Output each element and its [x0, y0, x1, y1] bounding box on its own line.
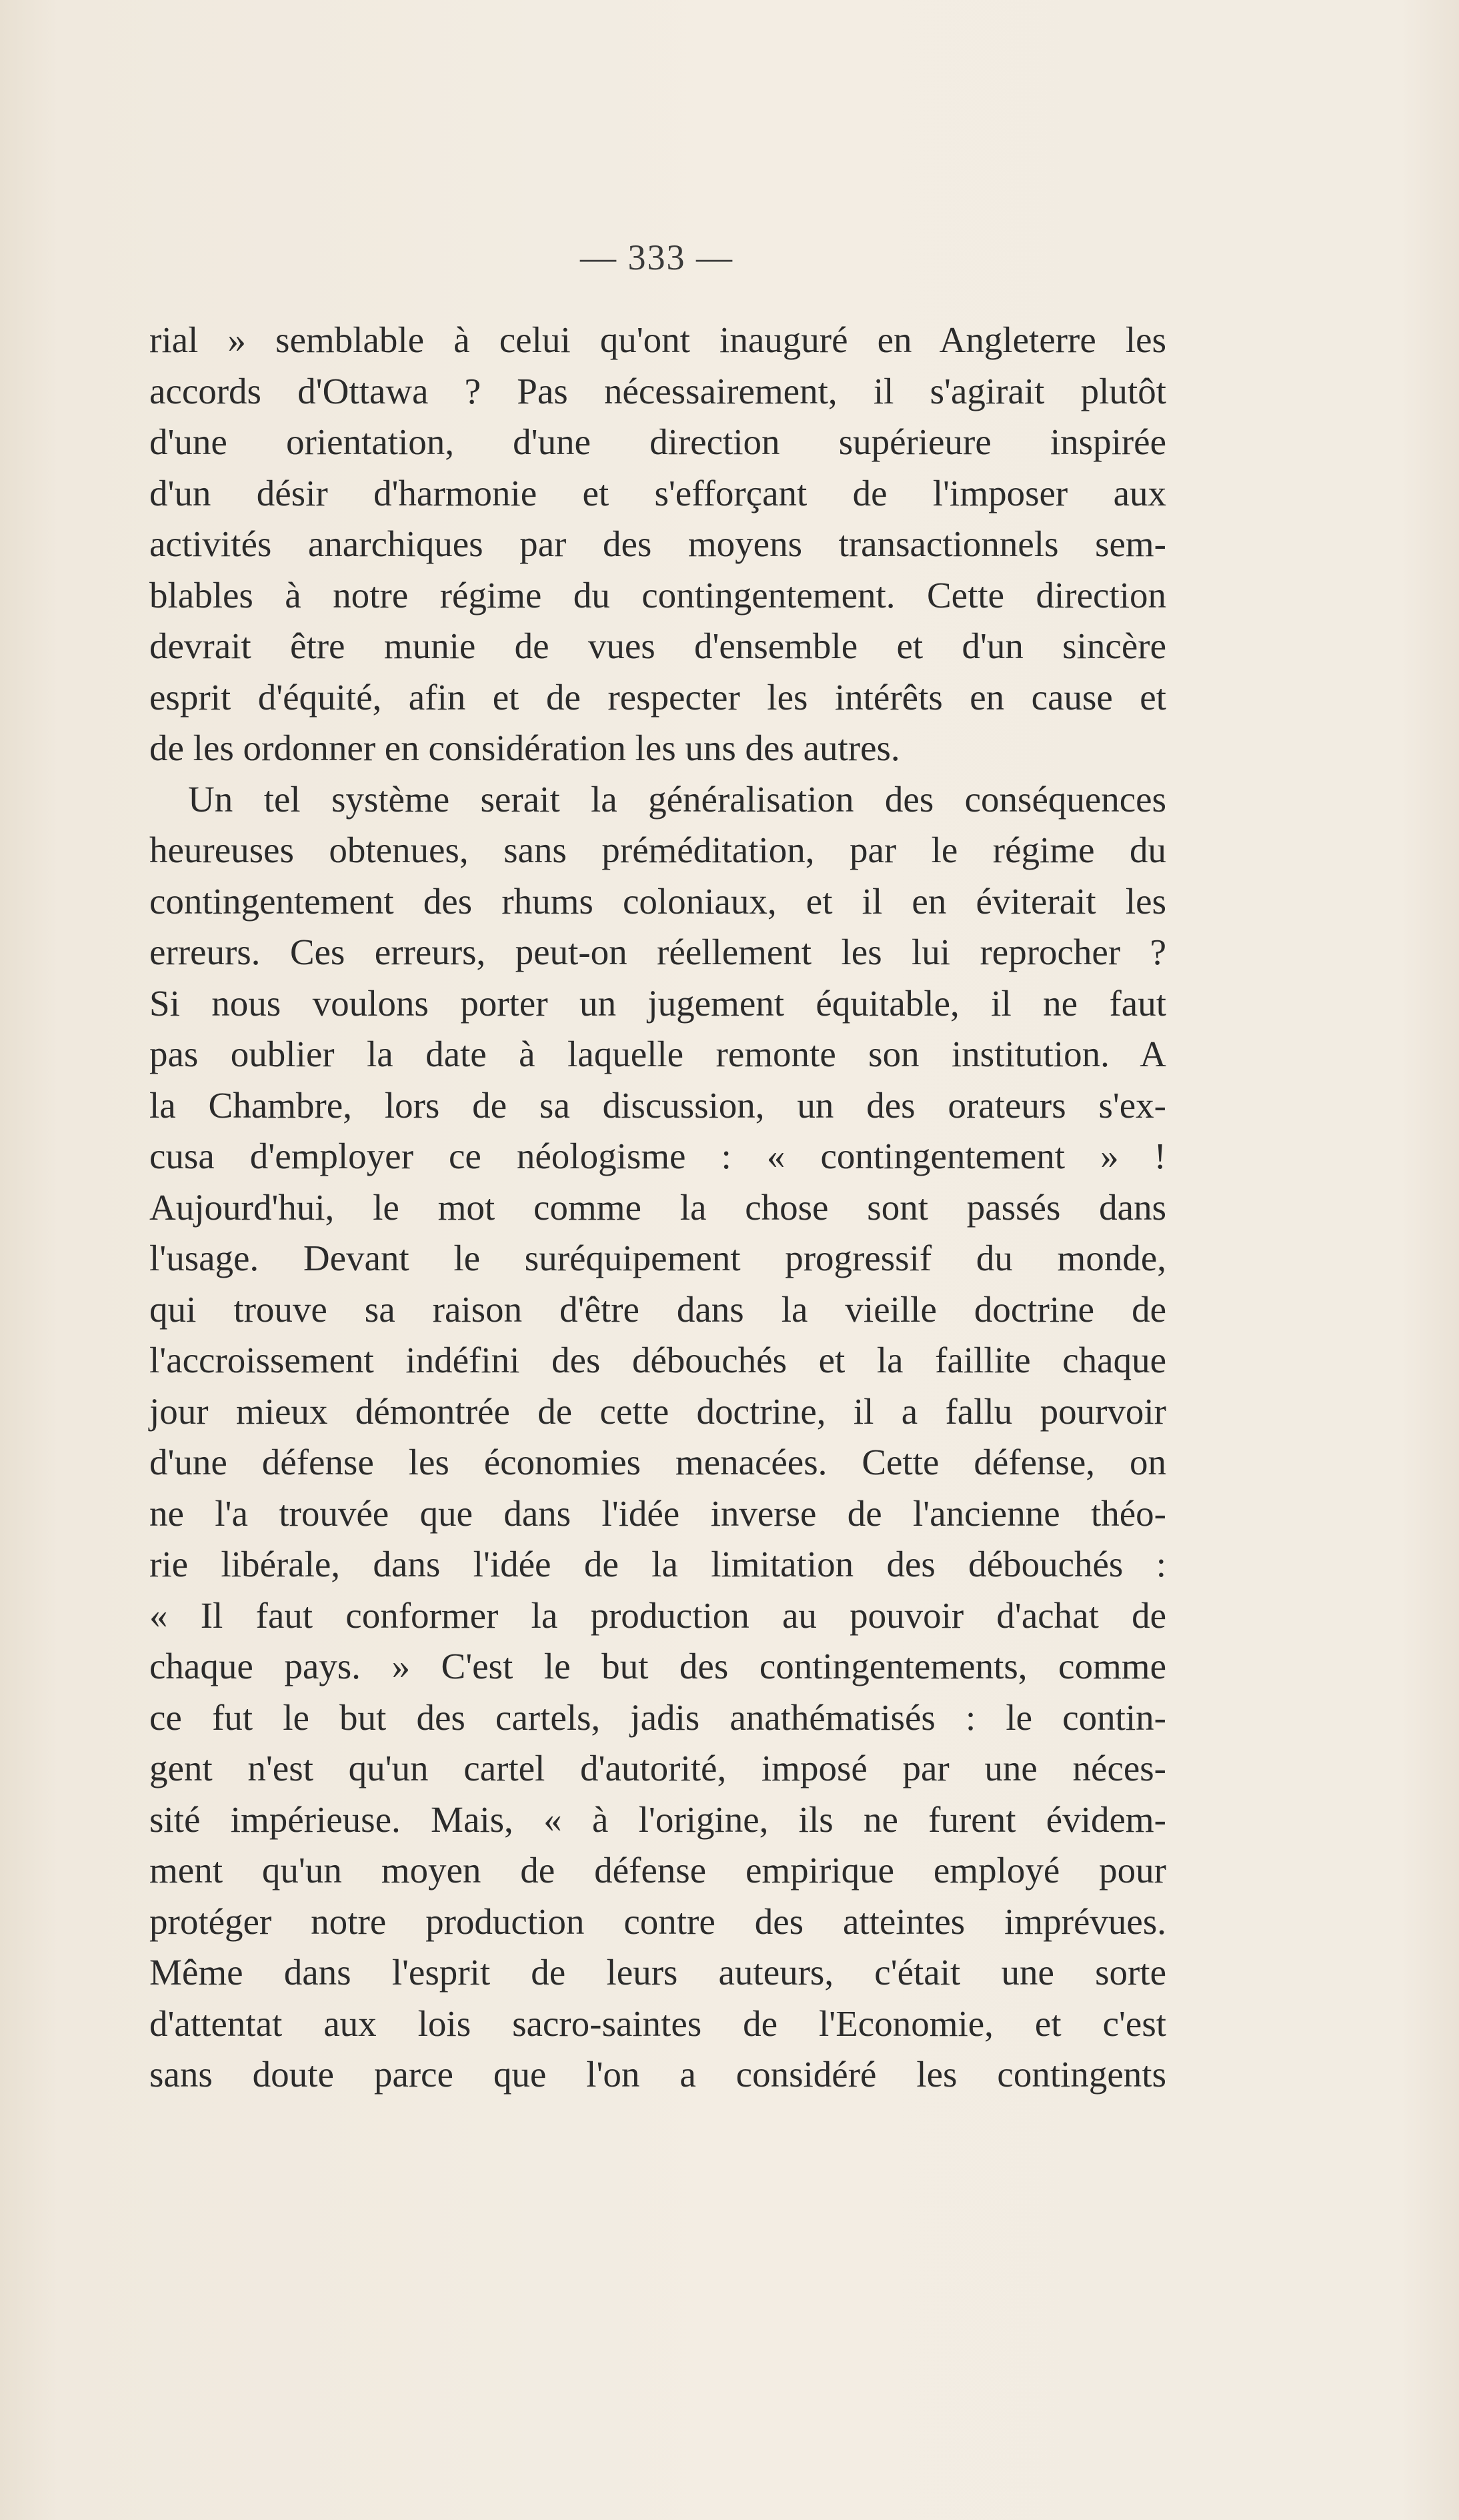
text-line: d'une orientation, d'une direction supérieure inspirée [149, 421, 1166, 462]
body-text [149, 315, 1166, 2101]
paragraph-end-line: de les ordonner en considération les uns des autres. [149, 728, 900, 768]
text-line: d'un désir d'harmonie et s'efforçant de l'imposer aux [149, 472, 1166, 513]
text-line: Si nous voulons porter un jugement équitable, il ne faut [149, 982, 1166, 1024]
text-line: devrait être munie de vues d'ensemble et d'un sincère [149, 625, 1166, 666]
page-number: — 333 — [580, 237, 734, 277]
text-line: rie libérale, dans l'idée de la limitation des débouchés : [149, 1544, 1166, 1584]
text-line: ce fut le but des cartels, jadis anathématisés : le contin- [149, 1696, 1166, 1738]
text-line: protéger notre production contre des atteintes imprévues. [149, 1901, 1166, 1942]
text-line: la Chambre, lors de sa discussion, un des orateurs s'ex- [149, 1084, 1166, 1126]
text-line: rial » semblable à celui qu'ont inauguré en Angleterre les [149, 319, 1166, 360]
text-line: activités anarchiques par des moyens transactionnels sem- [149, 523, 1166, 564]
text-line: jour mieux démontrée de cette doctrine, il a fallu pourvoir [149, 1390, 1166, 1432]
text-line: cusa d'employer ce néologisme : « contingentement » ! [149, 1136, 1166, 1176]
text-line: pas oublier la date à laquelle remonte son institution. A [149, 1034, 1166, 1074]
text-line: qui trouve sa raison d'être dans la vieille doctrine de [149, 1288, 1166, 1330]
text-line: blables à notre régime du contingentement. Cette direction [149, 574, 1166, 615]
text-line: Même dans l'esprit de leurs auteurs, c'était une sorte [149, 1952, 1166, 1993]
text-line: ne l'a trouvée que dans l'idée inverse de l'ancienne théo- [149, 1492, 1166, 1534]
text-line: contingentement des rhums coloniaux, et il en éviterait les [149, 880, 1166, 922]
text-line: gent n'est qu'un cartel d'autorité, imposé par une néces- [149, 1748, 1166, 1788]
text-line: sans doute parce que l'on a considéré les contingents [149, 2054, 1166, 2095]
text-line: l'accroissement indéfini des débouchés et la faillite chaque [149, 1340, 1166, 1380]
text-line: accords d'Ottawa ? Pas nécessairement, il s'agirait plutôt [149, 370, 1166, 411]
text-line: « Il faut conformer la production au pouvoir d'achat de [149, 1594, 1166, 1636]
text-line: l'usage. Devant le suréquipement progressif du monde, [149, 1238, 1166, 1278]
text-line: d'attentat aux lois sacro-saintes de l'Economie, et c'est [149, 2003, 1166, 2044]
text-line: ment qu'un moyen de défense empirique employé pour [149, 1850, 1166, 1891]
text-line: esprit d'équité, afin et de respecter les intérêts en cause et [149, 676, 1166, 718]
paragraph-first-line: Un tel système serait la généralisation des conséquences [188, 778, 1166, 820]
text-line: heureuses obtenues, sans préméditation, par le régime du [149, 830, 1166, 870]
text-line: d'une défense les économies menacées. Cette défense, on [149, 1442, 1166, 1482]
text-line: erreurs. Ces erreurs, peut-on réellement les lui reprocher ? [149, 932, 1166, 972]
text-line: sité impérieuse. Mais, « à l'origine, ils ne furent évidem- [149, 1798, 1166, 1840]
text-line: Aujourd'hui, le mot comme la chose sont passés dans [149, 1186, 1166, 1228]
text-line: chaque pays. » C'est le but des contingentements, comme [149, 1646, 1166, 1686]
